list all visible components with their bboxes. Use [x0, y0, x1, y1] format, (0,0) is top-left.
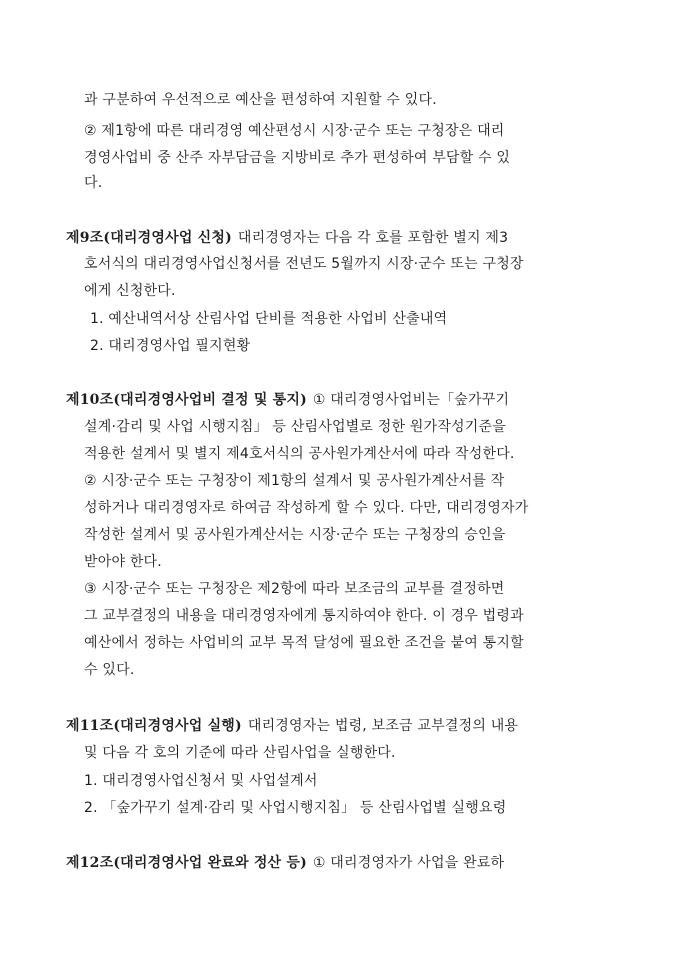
text-line: 적용한 설계서 및 별지 제4호서식의 공사원가계산서에 따라 작성한다. [84, 446, 515, 462]
article-9-heading: 제9조(대리경영사업 신청) [66, 230, 232, 246]
article-10-heading: 제10조(대리경영사업비 결정 및 통지) [66, 392, 307, 408]
text-line: 예산에서 정하는 사업비의 교부 목적 달성에 필요한 조건을 붙여 통지할 [84, 635, 524, 651]
text-line: 경영사업비 중 산주 자부담금을 지방비로 추가 편성하여 부담할 수 있 [84, 150, 511, 166]
list-item: 1. 대리경영사업신청서 및 사업설계서 [84, 773, 318, 789]
text-line: 설계·감리 및 사업 시행지침」 등 산림사업별로 정한 원가작성기준을 [84, 419, 506, 435]
article-12-first-line [66, 853, 504, 873]
article-11-first-line [66, 716, 518, 736]
text-line: 호서식의 대리경영사업신청서를 전년도 5월까지 시장·군수 또는 구청장 [84, 256, 524, 272]
text-line: 받아야 한다. [84, 554, 162, 570]
text-line: 에게 신청한다. [84, 283, 176, 299]
text-line: ① 대리경영자가 사업을 완료하 [312, 855, 505, 871]
text-line: 및 다음 각 호의 기준에 따라 산림사업을 실행한다. [84, 745, 396, 761]
article-9-first-line [66, 228, 508, 248]
text-line: 작성한 설계서 및 공사원가계산서는 시장·군수 또는 구청장의 승인을 [84, 527, 506, 543]
article-11-heading: 제11조(대리경영사업 실행) [66, 718, 242, 734]
text-line: 다. [84, 175, 103, 191]
text-line: 대리경영자는 다음 각 호를 포함한 별지 제3 [237, 230, 509, 246]
text-line: ① 대리경영사업비는「숲가꾸기 [312, 392, 510, 408]
article-10-first-line [66, 390, 509, 410]
text-line: ② 제1항에 따른 대리경영 예산편성시 시장·군수 또는 구청장은 대리 [84, 123, 505, 139]
text-line: 수 있다. [84, 662, 135, 678]
list-item: 1. 예산내역서상 산림사업 단비를 적용한 사업비 산출내역 [90, 311, 448, 327]
list-item: 2. 「숲가꾸기 설계·감리 및 사업시행지침」 등 산림사업별 실행요령 [84, 800, 507, 816]
text-line: 대리경영자는 법령, 보조금 교부결정의 내용 [247, 718, 519, 734]
list-item: 2. 대리경영사업 필지현황 [90, 338, 251, 354]
text-line: 성하거나 대리경영자로 하여금 작성하게 할 수 있다. 다만, 대리경영자가 [84, 500, 529, 516]
text-line: 그 교부결정의 내용을 대리경영자에게 통지하여야 한다. 이 경우 법령과 [84, 608, 524, 624]
article-12-heading: 제12조(대리경영사업 완료와 정산 등) [66, 855, 307, 871]
text-line: 과 구분하여 우선적으로 예산을 편성하여 지원할 수 있다. [84, 92, 437, 108]
text-line: ③ 시장·군수 또는 구청장은 제2항에 따라 보조금의 교부를 결정하면 [84, 581, 505, 597]
text-line: ② 시장·군수 또는 구청장이 제1항의 설계서 및 공사원가계산서를 작 [84, 473, 505, 489]
